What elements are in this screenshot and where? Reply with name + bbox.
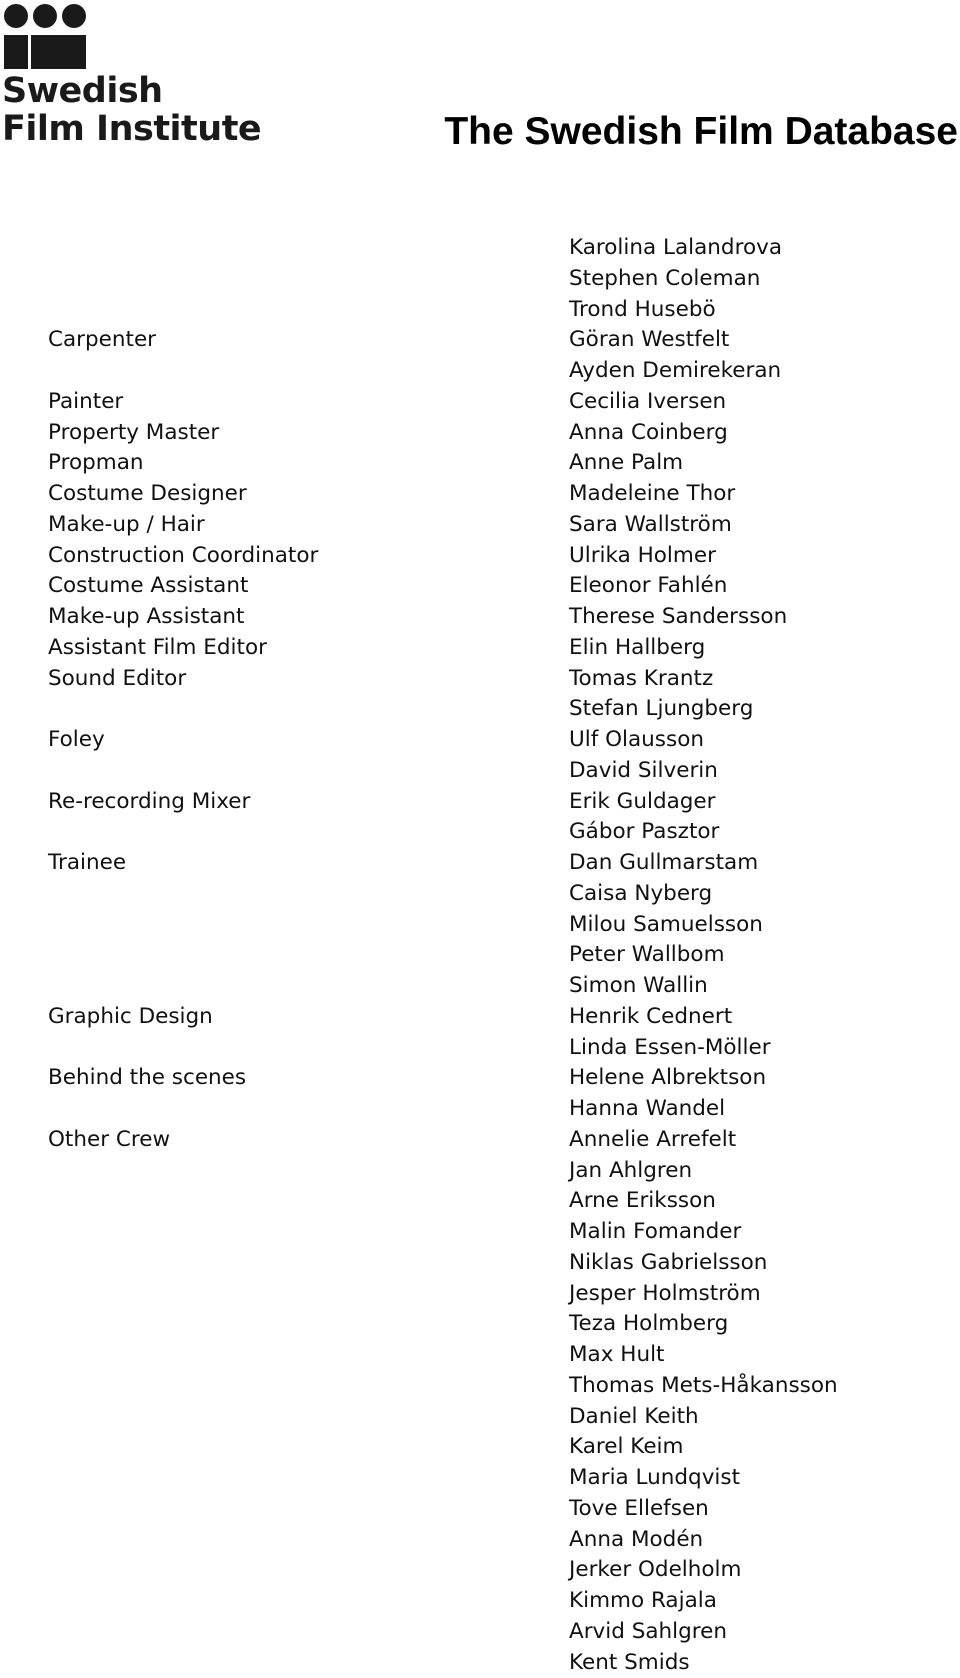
- logo-wordmark: [2, 72, 261, 148]
- logo-line-1: Swedish: [2, 72, 261, 110]
- credit-name: Caisa Nyberg: [569, 879, 712, 910]
- credit-role: Trainee: [48, 848, 126, 879]
- credit-name: Karel Keim: [569, 1432, 683, 1463]
- credit-role: Costume Designer: [48, 479, 247, 510]
- credit-row: [0, 1617, 960, 1648]
- credit-row: [0, 448, 960, 479]
- credit-row: [0, 571, 960, 602]
- credit-name: Malin Fomander: [569, 1217, 741, 1248]
- logo-mark-icon: [2, 2, 92, 72]
- credit-row: [0, 1186, 960, 1217]
- credit-row: [0, 1063, 960, 1094]
- credit-name: Milou Samuelsson: [569, 910, 763, 941]
- credit-name: Jerker Odelholm: [569, 1555, 741, 1586]
- credit-name: Teza Holmberg: [569, 1309, 728, 1340]
- credit-name: Tomas Krantz: [569, 664, 713, 695]
- credit-row: [0, 1586, 960, 1617]
- logo-line-2: Film Institute: [2, 110, 261, 148]
- credit-role: Carpenter: [48, 325, 156, 356]
- credit-name: Simon Wallin: [569, 971, 708, 1002]
- credit-name: Ayden Demirekeran: [569, 356, 781, 387]
- credit-role: Behind the scenes: [48, 1063, 246, 1094]
- credit-row: [0, 1432, 960, 1463]
- credit-name: Daniel Keith: [569, 1402, 699, 1433]
- credit-role: Make-up Assistant: [48, 602, 244, 633]
- credit-row: [0, 264, 960, 295]
- credit-name: David Silverin: [569, 756, 718, 787]
- credit-row: [0, 1094, 960, 1125]
- credit-row: [0, 1494, 960, 1525]
- credit-name: Linda Essen-Möller: [569, 1033, 771, 1064]
- credit-row: [0, 910, 960, 941]
- credit-row: [0, 233, 960, 264]
- credit-name: Cecilia Iversen: [569, 387, 726, 418]
- credit-name: Arne Eriksson: [569, 1186, 716, 1217]
- credit-name: Ulf Olausson: [569, 725, 704, 756]
- credit-name: Jan Ahlgren: [569, 1156, 692, 1187]
- credit-name: Anna Coinberg: [569, 418, 728, 449]
- credit-row: [0, 295, 960, 326]
- credit-name: Max Hult: [569, 1340, 664, 1371]
- credit-row: [0, 971, 960, 1002]
- credit-role: Re-recording Mixer: [48, 787, 250, 818]
- credit-row: [0, 848, 960, 879]
- credit-row: [0, 387, 960, 418]
- credit-row: [0, 1279, 960, 1310]
- credit-row: [0, 356, 960, 387]
- credit-row: [0, 1371, 960, 1402]
- credit-row: [0, 1402, 960, 1433]
- credit-row: [0, 787, 960, 818]
- credit-row: [0, 694, 960, 725]
- credit-row: [0, 510, 960, 541]
- credit-row: [0, 418, 960, 449]
- credit-row: [0, 1125, 960, 1156]
- swedish-film-institute-logo: [0, 0, 240, 160]
- credit-row: [0, 1248, 960, 1279]
- credit-name: Helene Albrektson: [569, 1063, 766, 1094]
- credit-row: [0, 1555, 960, 1586]
- credit-role: Costume Assistant: [48, 571, 248, 602]
- credit-name: Niklas Gabrielsson: [569, 1248, 767, 1279]
- credit-name: Eleonor Fahlén: [569, 571, 727, 602]
- credit-row: [0, 479, 960, 510]
- credits-list: [0, 233, 960, 1678]
- credit-role: Graphic Design: [48, 1002, 213, 1033]
- credit-name: Henrik Cednert: [569, 1002, 732, 1033]
- credit-row: [0, 1648, 960, 1678]
- credit-row: [0, 817, 960, 848]
- credit-row: [0, 664, 960, 695]
- credit-name: Kent Smids: [569, 1648, 690, 1678]
- credit-name: Annelie Arrefelt: [569, 1125, 736, 1156]
- credit-row: [0, 1340, 960, 1371]
- credit-name: Arvid Sahlgren: [569, 1617, 727, 1648]
- credit-name: Thomas Mets-Håkansson: [569, 1371, 838, 1402]
- credit-name: Stephen Coleman: [569, 264, 760, 295]
- credit-row: [0, 1033, 960, 1064]
- credit-row: [0, 1217, 960, 1248]
- credit-role: Foley: [48, 725, 105, 756]
- credit-role: Sound Editor: [48, 664, 186, 695]
- credit-name: Hanna Wandel: [569, 1094, 725, 1125]
- credit-name: Anne Palm: [569, 448, 683, 479]
- credit-role: Propman: [48, 448, 144, 479]
- credit-row: [0, 602, 960, 633]
- credit-name: Madeleine Thor: [569, 479, 735, 510]
- credit-role: Make-up / Hair: [48, 510, 205, 541]
- credit-role: Construction Coordinator: [48, 541, 318, 572]
- credit-role: Other Crew: [48, 1125, 170, 1156]
- credit-role: Painter: [48, 387, 123, 418]
- credit-name: Ulrika Holmer: [569, 541, 716, 572]
- credit-name: Jesper Holmström: [569, 1279, 761, 1310]
- credit-name: Anna Modén: [569, 1525, 703, 1556]
- credit-row: [0, 1463, 960, 1494]
- credit-name: Peter Wallbom: [569, 940, 725, 971]
- credit-name: Karolina Lalandrova: [569, 233, 782, 264]
- credit-name: Kimmo Rajala: [569, 1586, 717, 1617]
- credit-row: [0, 940, 960, 971]
- credit-row: [0, 725, 960, 756]
- credit-row: [0, 756, 960, 787]
- credit-name: Göran Westfelt: [569, 325, 729, 356]
- page-title: The Swedish Film Database: [444, 108, 958, 156]
- credit-row: [0, 541, 960, 572]
- credit-name: Elin Hallberg: [569, 633, 705, 664]
- credit-name: Therese Sandersson: [569, 602, 787, 633]
- credit-row: [0, 1002, 960, 1033]
- credit-row: [0, 879, 960, 910]
- credit-name: Sara Wallström: [569, 510, 732, 541]
- credit-role: Property Master: [48, 418, 219, 449]
- credit-row: [0, 1525, 960, 1556]
- credit-name: Stefan Ljungberg: [569, 694, 753, 725]
- credit-row: [0, 325, 960, 356]
- credit-name: Tove Ellefsen: [569, 1494, 709, 1525]
- credit-name: Gábor Pasztor: [569, 817, 719, 848]
- credit-name: Dan Gullmarstam: [569, 848, 758, 879]
- credit-name: Trond Husebö: [569, 295, 716, 326]
- credit-row: [0, 633, 960, 664]
- credit-row: [0, 1156, 960, 1187]
- credit-name: Maria Lundqvist: [569, 1463, 740, 1494]
- credit-role: Assistant Film Editor: [48, 633, 267, 664]
- credit-name: Erik Guldager: [569, 787, 715, 818]
- credit-row: [0, 1309, 960, 1340]
